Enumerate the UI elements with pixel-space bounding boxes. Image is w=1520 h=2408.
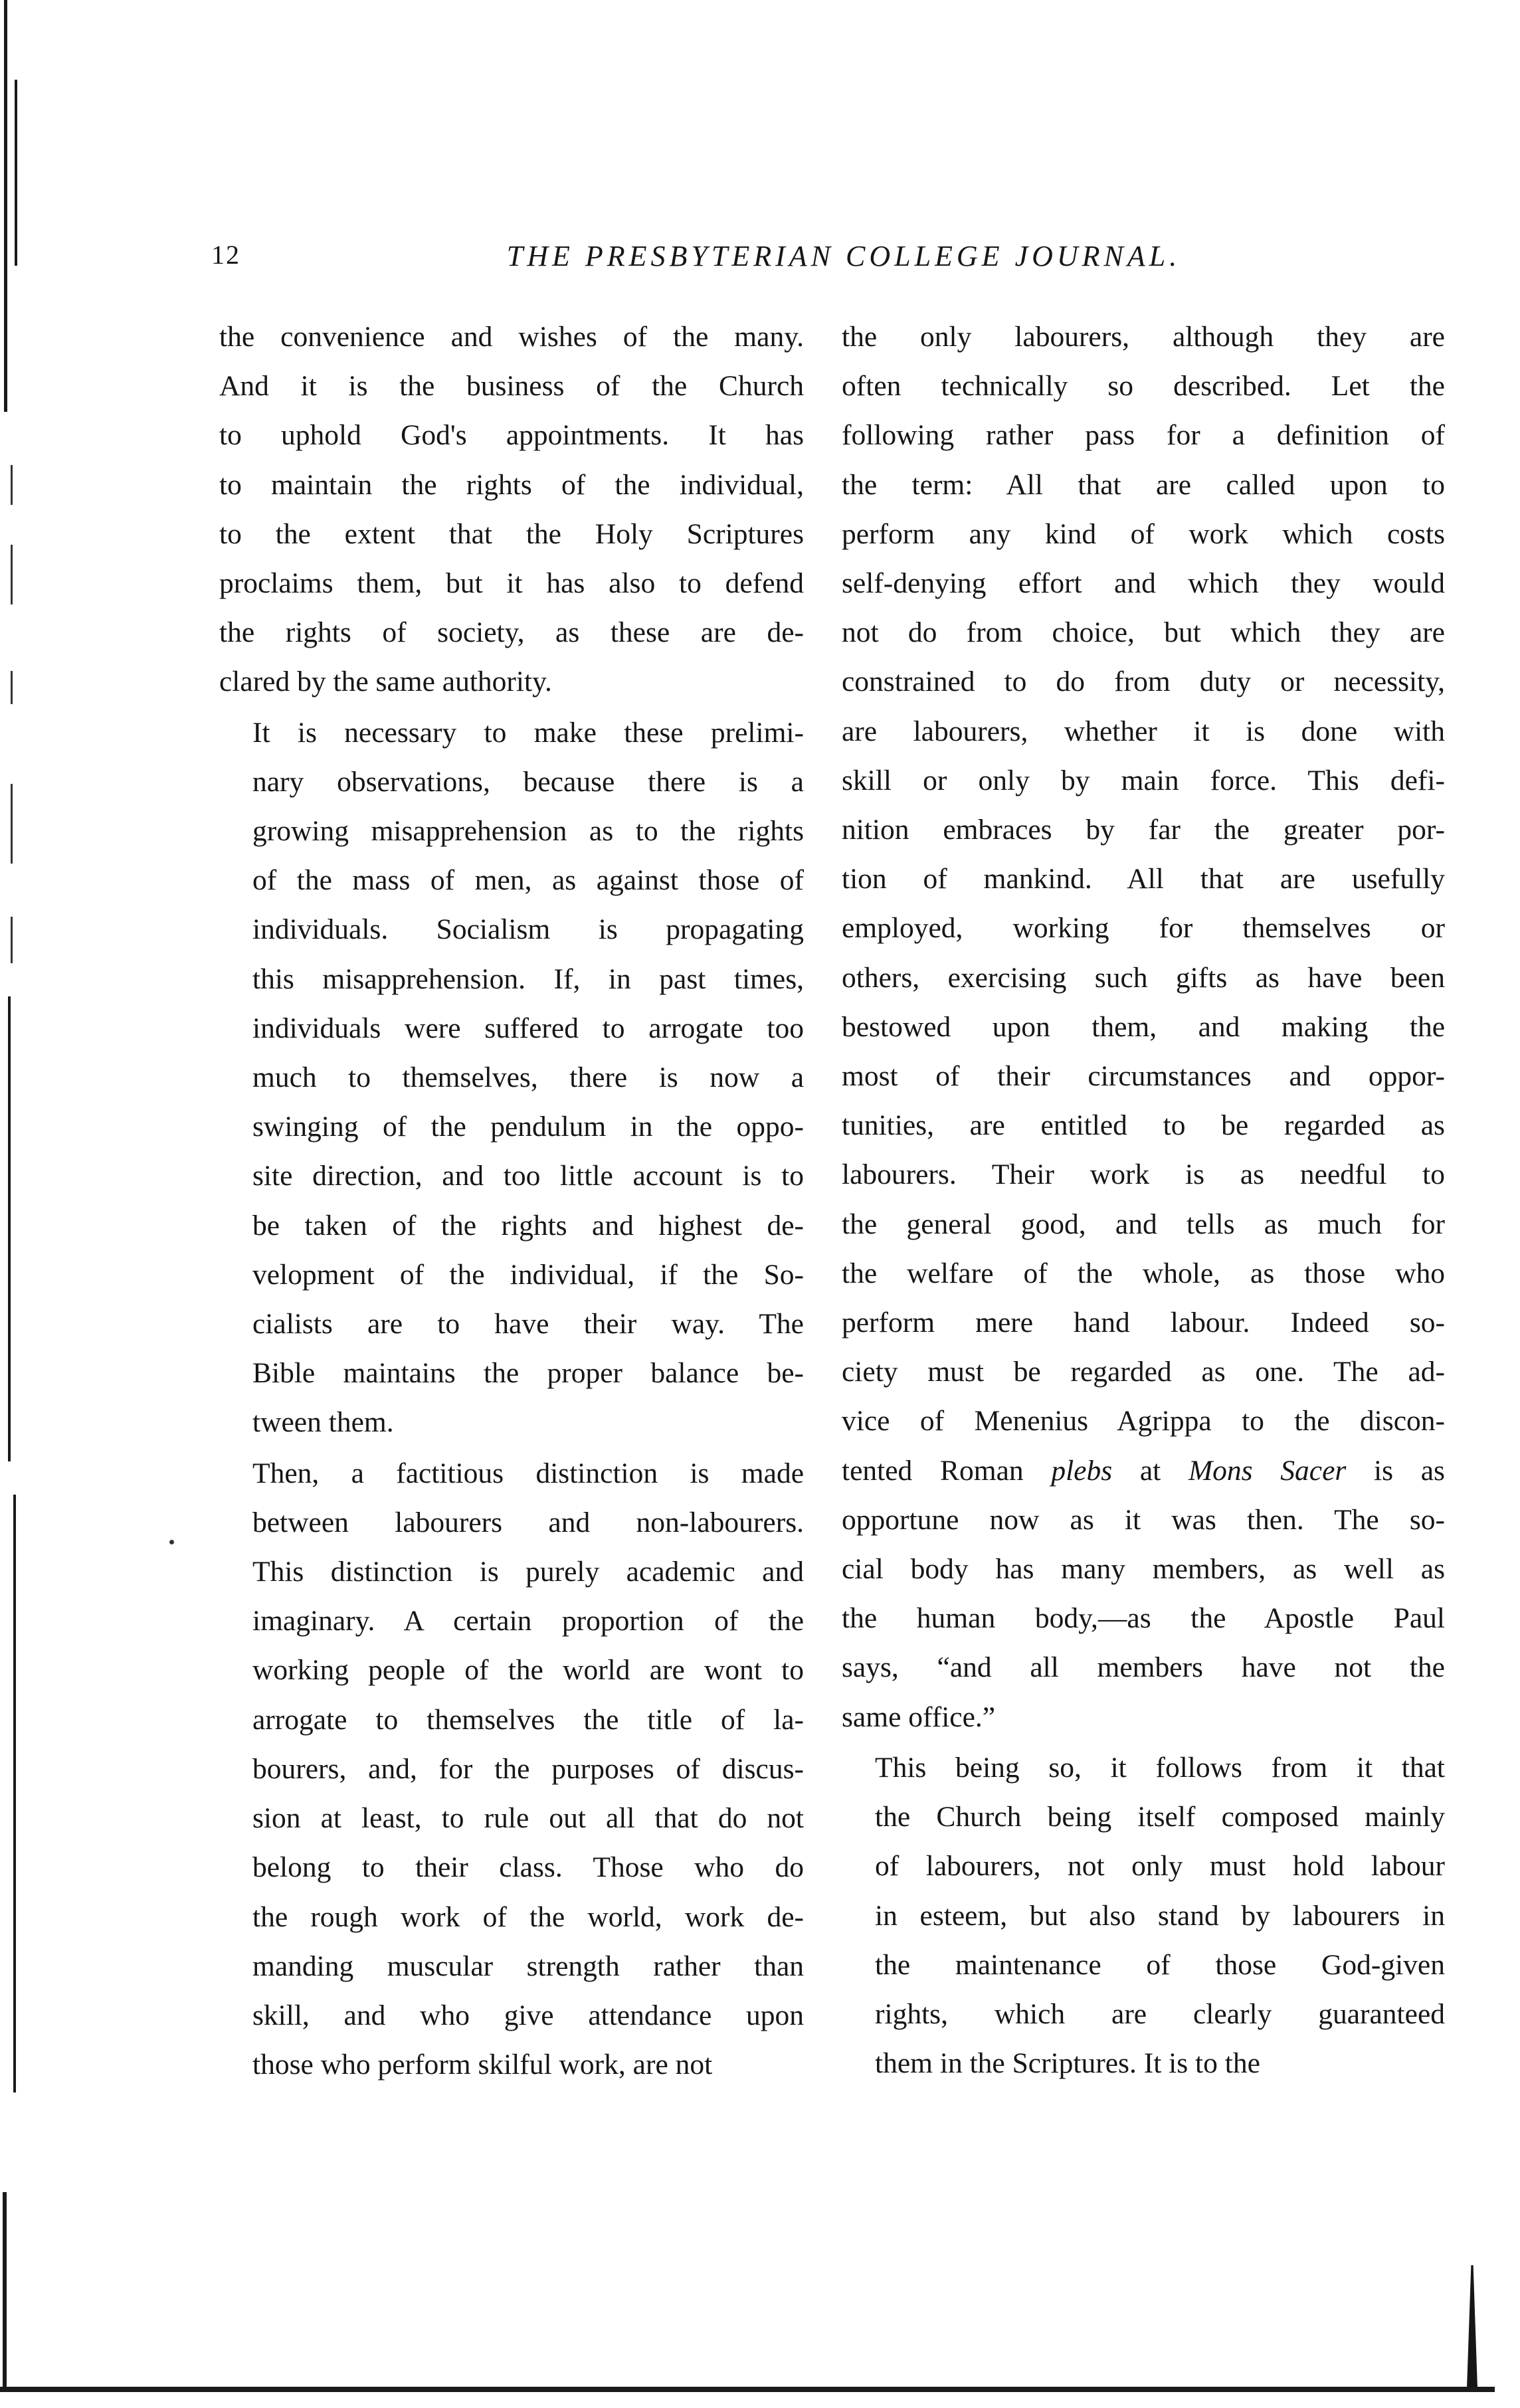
- text-line: of labourers, not only must hold labour: [875, 1850, 1445, 1883]
- text-line: working people of the world are wont to: [252, 1654, 804, 1687]
- text-line: individuals were suffered to arrogate too: [252, 1012, 804, 1044]
- text-line: cial body has many members, as well as: [842, 1553, 1445, 1586]
- text-line: tion of mankind. All that are usefully: [842, 863, 1445, 895]
- left-column: [219, 312, 804, 2089]
- text-line: nary observations, because there is a: [252, 765, 804, 798]
- text-line: same office.”: [842, 1701, 996, 1733]
- text-line: in esteem, but also stand by labourers in: [875, 1899, 1445, 1932]
- text-line: says, “and all members have not the: [842, 1651, 1445, 1684]
- text-line: the convenience and wishes of the many.: [219, 321, 804, 353]
- text-line: to the extent that the Holy Scriptures: [219, 517, 804, 550]
- text-line: between labourers and non-labourers.: [252, 1506, 804, 1538]
- text-line: tunities, are entitled to be regarded as: [842, 1109, 1445, 1142]
- text-line: self-denying effort and which they would: [842, 567, 1445, 600]
- text-line: the rough work of the world, work de-: [252, 1900, 804, 1933]
- text-line: clared by the same authority.: [219, 666, 552, 698]
- text-line: employed, working for themselves or: [842, 912, 1445, 945]
- binding-edge-mark: [11, 917, 13, 963]
- text-line: the maintenance of those God-given: [875, 1948, 1445, 1981]
- text-line: nition embraces by far the greater por-: [842, 814, 1445, 846]
- text-line: not do from choice, but which they are: [842, 616, 1445, 649]
- binding-edge-mark: [11, 545, 13, 604]
- text-line: individuals. Socialism is propagating: [252, 913, 804, 946]
- text-line: cialists are to have their way. The: [252, 1308, 804, 1341]
- binding-edge-mark: [11, 671, 13, 704]
- text-line: And it is the business of the Church: [219, 370, 804, 403]
- text-line: others, exercising such gifts as have been: [842, 961, 1445, 994]
- text-line: be taken of the rights and highest de-: [252, 1209, 804, 1242]
- text-line: following rather pass for a definition of: [842, 419, 1445, 452]
- text-line: perform any kind of work which costs: [842, 517, 1445, 550]
- text-line: to maintain the rights of the individual,: [219, 468, 804, 501]
- text-line: the human body,—as the Apostle Paul: [842, 1602, 1445, 1635]
- text-line: constrained to do from duty or necessity,: [842, 666, 1445, 698]
- text-line: imaginary. A certain proportion of the: [252, 1605, 804, 1637]
- text-line: them in the Scriptures. It is to the: [875, 2047, 1260, 2080]
- text-line: most of their circumstances and oppor-: [842, 1060, 1445, 1093]
- text-line: arrogate to themselves the title of la-: [252, 1703, 804, 1736]
- text-line: tween them.: [252, 1406, 394, 1439]
- text-line: sion at least, to rule out all that do not: [252, 1802, 804, 1835]
- text-line: proclaims them, but it has also to defend: [219, 567, 804, 600]
- corner-ink-mark: [1467, 2265, 1477, 2388]
- text-line: ciety must be regarded as one. The ad-: [842, 1356, 1445, 1388]
- text-line: those who perform skilful work, are not: [252, 2049, 713, 2081]
- text-line: swinging of the pendulum in the oppo-: [252, 1111, 804, 1143]
- text-line: bourers, and, for the purposes of discus-: [252, 1752, 804, 1785]
- text-line: are labourers, whether it is done with: [842, 715, 1445, 747]
- text-line: the only labourers, although they are: [842, 321, 1445, 353]
- stray-ink-dot: [169, 1540, 174, 1544]
- text-line: This distinction is purely academic and: [252, 1556, 804, 1588]
- page-bottom-edge: [0, 2387, 1495, 2392]
- running-title: THE PRESBYTERIAN COLLEGE JOURNAL.: [506, 240, 1181, 272]
- text-line: skill, and who give attendance upon: [252, 1999, 804, 2031]
- text-line: the term: All that are called upon to: [842, 468, 1445, 501]
- text-line: tented Roman plebs at Mons Sacer is as: [842, 1454, 1445, 1487]
- text-line: much to themselves, there is now a: [252, 1062, 804, 1094]
- text-line: velopment of the individual, if the So-: [252, 1258, 804, 1291]
- running-header: [0, 239, 1520, 279]
- text-line: the welfare of the whole, as those who: [842, 1257, 1445, 1289]
- paragraph: [219, 312, 804, 707]
- binding-edge-mark: [13, 1495, 16, 2092]
- text-line: rights, which are clearly guaranteed: [875, 1997, 1445, 2030]
- text-line: belong to their class. Those who do: [252, 1851, 804, 1884]
- text-line: bestowed upon them, and making the: [842, 1010, 1445, 1043]
- text-line: the Church being itself composed mainly: [875, 1801, 1445, 1833]
- binding-edge-mark: [4, 0, 7, 412]
- text-line: Bible maintains the proper balance be-: [252, 1357, 804, 1390]
- binding-edge-mark: [15, 80, 17, 266]
- binding-edge-mark: [8, 996, 11, 1461]
- right-column: [842, 312, 1445, 2088]
- text-line: site direction, and too little account is to: [252, 1160, 804, 1192]
- text-line: of the mass of men, as against those of: [252, 864, 804, 897]
- text-line: manding muscular strength rather than: [252, 1950, 804, 1982]
- paragraph: [842, 312, 1445, 1742]
- text-line: opportune now as it was then. The so-: [842, 1503, 1445, 1536]
- text-line: the rights of society, as these are de-: [219, 616, 804, 649]
- text-line: to uphold God's appointments. It has: [219, 419, 804, 452]
- text-line: perform mere hand labour. Indeed so-: [842, 1307, 1445, 1339]
- text-line: Then, a factitious distinction is made: [252, 1457, 804, 1489]
- binding-edge-mark: [3, 2192, 7, 2391]
- text-line: It is necessary to make these prelimi-: [252, 716, 804, 749]
- text-line: the general good, and tells as much for: [842, 1208, 1445, 1240]
- paragraph: [219, 1449, 804, 2090]
- paragraph: [219, 708, 804, 1447]
- paragraph: [842, 1743, 1445, 2088]
- text-line: skill or only by main force. This defi-: [842, 764, 1445, 796]
- binding-edge-mark: [11, 784, 13, 864]
- page-number: 12: [211, 240, 240, 270]
- text-line: vice of Menenius Agrippa to the discon-: [842, 1405, 1445, 1437]
- text-line: labourers. Their work is as needful to: [842, 1158, 1445, 1191]
- text-line: this misapprehension. If, in past times,: [252, 963, 804, 995]
- text-line: This being so, it follows from it that: [875, 1751, 1445, 1784]
- text-line: often technically so described. Let the: [842, 370, 1445, 403]
- binding-edge-mark: [11, 465, 13, 505]
- text-line: growing misapprehension as to the rights: [252, 815, 804, 848]
